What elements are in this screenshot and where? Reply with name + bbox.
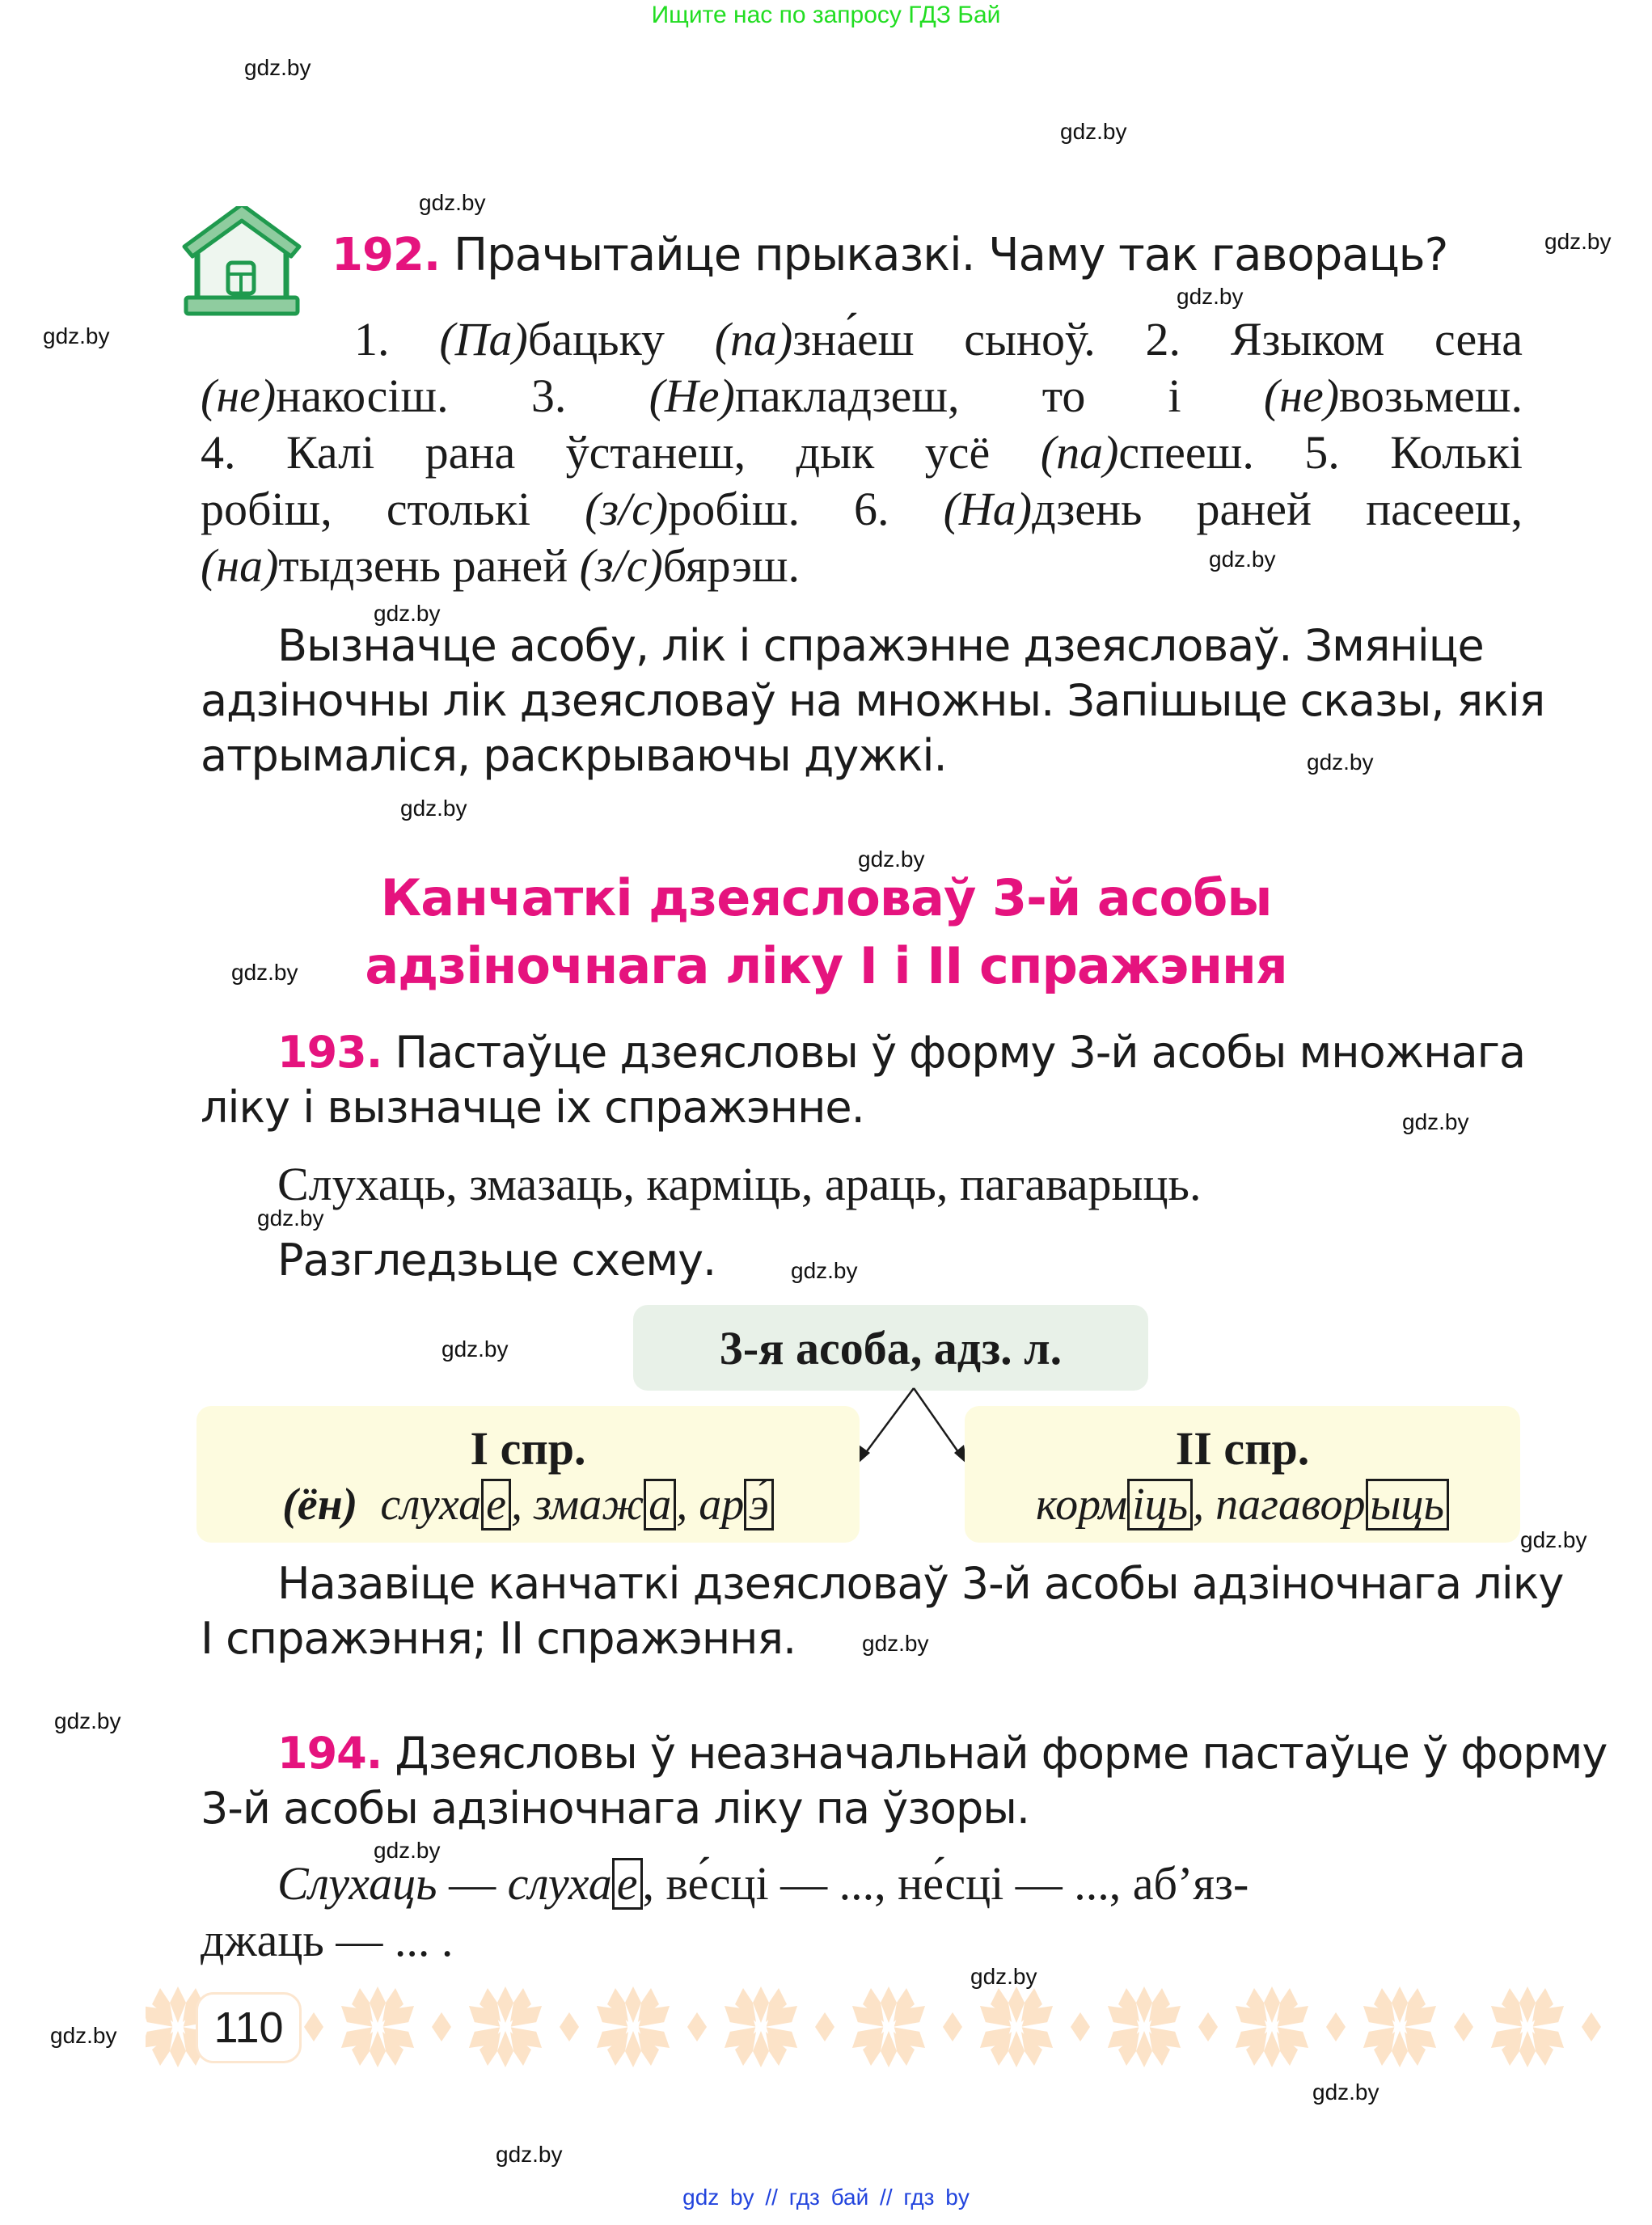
watermark-text: gdz.by bbox=[496, 2142, 563, 2167]
word-stem: змаж bbox=[533, 1480, 644, 1530]
search-banner[interactable]: Ищите нас по запросу ГДЗ Бай bbox=[651, 2, 1001, 28]
bracket-prefix: (Па) bbox=[439, 313, 528, 365]
ending-box: ыць bbox=[1366, 1479, 1449, 1530]
watermark-text: gdz.by bbox=[442, 1336, 509, 1362]
footer-links[interactable]: gdz by // гдз бай // гдз by bbox=[682, 2185, 970, 2210]
task-line: атрымаліся, раскрываючы дужкі. bbox=[201, 730, 947, 781]
proverb-text: 1. bbox=[354, 313, 440, 365]
exercise-192-task bbox=[201, 619, 1545, 783]
watermark-text: gdz.by bbox=[1177, 284, 1244, 309]
exercise-instruction-cont: 3-й асобы адзіночнага ліку па ўзоры. bbox=[201, 1783, 1030, 1834]
proverb-text: бярэш. bbox=[662, 539, 801, 592]
bracket-prefix: (на) bbox=[201, 539, 279, 592]
task-line: I спражэння; II спражэння. bbox=[201, 1613, 796, 1664]
watermark-text: gdz.by bbox=[419, 190, 486, 215]
proverb-text: дзень раней пасееш, bbox=[1032, 483, 1523, 535]
bracket-prefix: (не) bbox=[201, 369, 277, 422]
watermark-text: gdz.by bbox=[1307, 749, 1374, 775]
watermark-text: gdz.by bbox=[1312, 2079, 1379, 2105]
watermark-text: gdz.by bbox=[862, 1631, 929, 1656]
watermark-text: gdz.by bbox=[50, 2023, 117, 2048]
proverb-text: пакладзеш, то і bbox=[734, 369, 1264, 422]
task-line: адзіночны лік дзеясловаў на множны. Запішыце сказы, якія bbox=[201, 675, 1545, 726]
example-rest: , ве́сці — ..., не́сці — ..., аб’яз- bbox=[642, 1857, 1249, 1910]
conjugation-2-examples: корм іць , пагавор ыць bbox=[965, 1477, 1520, 1532]
conjugation-1-examples: (ён) слуха е , змаж а , ар э́ bbox=[196, 1477, 860, 1532]
watermark-text: gdz.by bbox=[400, 796, 467, 821]
proverb-text: накосіш. 3. bbox=[276, 369, 649, 422]
exercise-instruction-cont: ліку і вызначце іх спражэнне. bbox=[201, 1082, 864, 1133]
watermark-text: gdz.by bbox=[1544, 229, 1612, 254]
scheme-root-label: 3-я асоба, адз. л. bbox=[719, 1321, 1063, 1374]
exercise-number: 192. bbox=[332, 229, 441, 281]
section-heading-line1: Канчаткі дзеясловаў 3-й асобы bbox=[380, 868, 1272, 927]
watermark-text: gdz.by bbox=[1402, 1109, 1469, 1134]
example-line-2: джаць — ... . bbox=[201, 1914, 454, 1966]
watermark-text: gdz.by bbox=[374, 601, 441, 626]
watermark-text: gdz.by bbox=[244, 55, 311, 80]
bracket-prefix: (не) bbox=[1263, 369, 1340, 422]
exercise-number: 194. bbox=[277, 1728, 382, 1779]
word-list: Слухаць, змазаць, карміць, араць, пагаварыць. bbox=[277, 1158, 1202, 1210]
watermark-text: gdz.by bbox=[1209, 547, 1276, 572]
ending-box: е bbox=[612, 1858, 643, 1910]
exercise-instruction: Дзеясловы ў неазначальнай форме пастаўце ў форму bbox=[395, 1728, 1608, 1779]
proverb-text: робіш, столькі bbox=[201, 483, 585, 535]
watermark-text: gdz.by bbox=[858, 847, 925, 872]
ending-box: а bbox=[644, 1479, 676, 1530]
look-scheme-text: Разгледзьце схему. bbox=[277, 1235, 716, 1286]
proverb-text: спееш. 5. Колькі bbox=[1118, 426, 1523, 479]
proverb-text: робіш. 6. bbox=[668, 483, 944, 535]
watermark-text: gdz.by bbox=[257, 1205, 324, 1231]
ending-box: е bbox=[481, 1479, 511, 1530]
watermark-text: gdz.by bbox=[970, 1964, 1037, 1989]
proverb-text: 4. Калі рана ўстанеш, дык усё bbox=[201, 426, 1041, 479]
proverb-line bbox=[201, 481, 1523, 538]
proverb-text: бацьку bbox=[527, 313, 715, 365]
watermark-text: gdz.by bbox=[54, 1708, 121, 1733]
word-stem: пагавор bbox=[1215, 1480, 1366, 1530]
word-stem: ар bbox=[699, 1480, 745, 1530]
exercise-number: 193. bbox=[277, 1027, 382, 1078]
proverb-line bbox=[201, 311, 1523, 368]
bracket-prefix: (Не) bbox=[649, 369, 735, 422]
watermark-text: gdz.by bbox=[791, 1258, 858, 1283]
conjugation-2-box bbox=[965, 1406, 1520, 1543]
dash: — bbox=[437, 1857, 508, 1910]
exercise-194-title bbox=[201, 1726, 1608, 1836]
watermark-text: gdz.by bbox=[1520, 1527, 1587, 1552]
section-heading-line2: адзіночнага ліку I і II спражэння bbox=[365, 936, 1287, 995]
folk-ornament-border bbox=[146, 1982, 1652, 2071]
example-infinitive: Слухаць bbox=[277, 1857, 437, 1910]
house-homework-icon bbox=[181, 206, 302, 319]
proverbs-block bbox=[201, 311, 1523, 594]
word-stem: слуха bbox=[380, 1480, 482, 1530]
task-line: Назавіце канчаткі дзеясловаў 3-й асобы адзіночнага ліку bbox=[277, 1558, 1564, 1609]
task-line: Вызначце асобу, лік і спражэнне дзеясловаў. Змяніце bbox=[277, 620, 1484, 671]
ending-box: іць bbox=[1127, 1479, 1193, 1530]
proverb-line bbox=[201, 538, 1523, 594]
watermark-text: gdz.by bbox=[43, 323, 110, 348]
pronoun: (ён) bbox=[282, 1480, 358, 1530]
example-line bbox=[277, 1856, 1249, 1912]
proverb-text: возьмеш. bbox=[1339, 369, 1523, 422]
exercise-193-title bbox=[201, 1025, 1527, 1135]
bracket-prefix: (з/с) bbox=[579, 539, 663, 592]
bracket-prefix: (На) bbox=[943, 483, 1033, 535]
proverb-line bbox=[201, 368, 1523, 424]
exercise-192-title bbox=[332, 228, 1447, 283]
word-stem: корм bbox=[1036, 1480, 1128, 1530]
proverb-text: зна́еш сыноў. 2. Языком сена bbox=[792, 313, 1523, 365]
conjugation-1-title: I спр. bbox=[470, 1422, 586, 1475]
page-number: 110 bbox=[196, 1992, 302, 2063]
scheme-root-box bbox=[633, 1305, 1148, 1391]
exercise-193-task bbox=[201, 1556, 1564, 1666]
proverb-line bbox=[201, 424, 1523, 481]
exercise-instruction: Пастаўце дзеясловы ў форму 3-й асобы множнага bbox=[395, 1027, 1526, 1078]
watermark-text: gdz.by bbox=[1060, 119, 1127, 144]
exercise-instruction: Прачытайце прыказкі. Чаму так гавораць? bbox=[453, 229, 1448, 281]
ending-box: э́ bbox=[744, 1479, 774, 1530]
watermark-text: gdz.by bbox=[374, 1838, 441, 1863]
bracket-prefix: (па) bbox=[1040, 426, 1119, 479]
conjugation-1-box bbox=[196, 1406, 860, 1543]
conjugation-2-title: II спр. bbox=[1175, 1422, 1310, 1475]
watermark-text: gdz.by bbox=[231, 960, 298, 985]
proverb-text: тыдзень раней bbox=[278, 539, 580, 592]
bracket-prefix: (па) bbox=[714, 313, 793, 365]
bracket-prefix: (з/с) bbox=[585, 483, 669, 535]
example-stem: слуха bbox=[507, 1857, 612, 1910]
